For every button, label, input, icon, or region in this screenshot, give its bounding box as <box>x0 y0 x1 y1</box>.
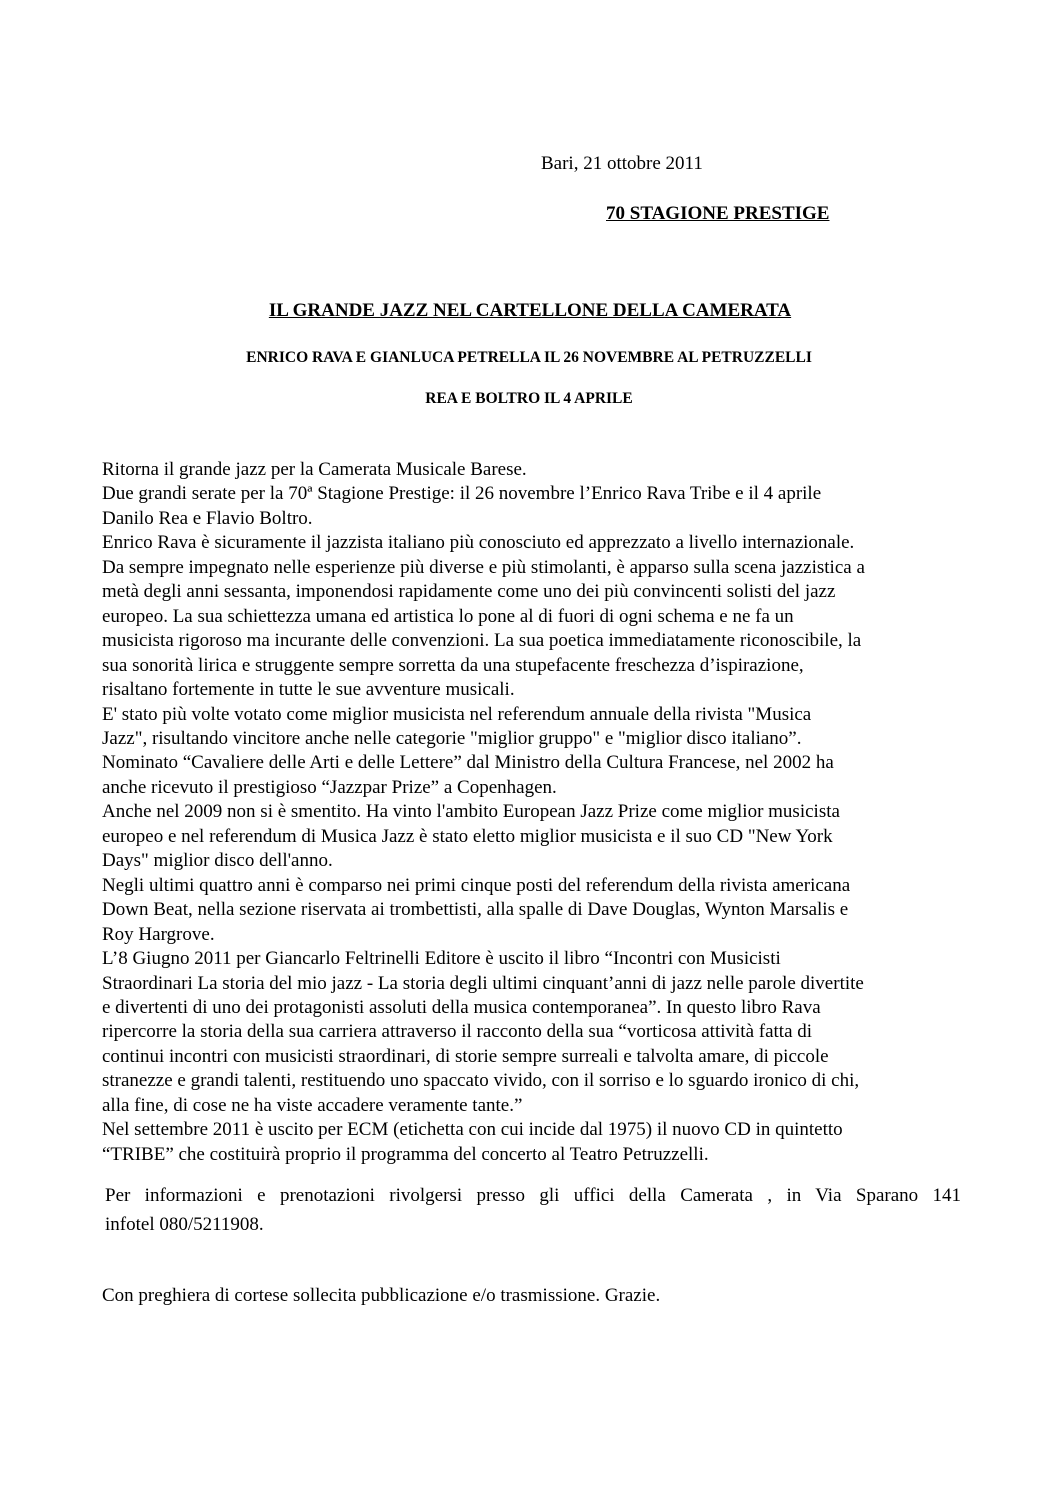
closing-note: Con preghiera di cortese sollecita pubblicazione e/o trasmissione. Grazie. <box>102 1285 661 1306</box>
body-line: Danilo Rea e Flavio Boltro. <box>102 507 313 529</box>
body-line: Negli ultimi quattro anni è comparso nei primi cinque posti del referendum della rivista americana <box>102 874 851 896</box>
body-line: “TRIBE” che costituirà proprio il programma del concerto al Teatro Petruzzelli. <box>102 1143 709 1165</box>
main-headline: IL GRANDE JAZZ NEL CARTELLONE DELLA CAMERATA <box>268 300 792 321</box>
body-line: Da sempre impegnato nelle esperienze più diverse e più stimolanti, è apparso sulla scena jazzistica a <box>102 556 865 578</box>
body-line: Roy Hargrove. <box>102 923 215 945</box>
body-line: continui incontri con musicisti straordinari, di storie sempre surreali e talvolta amare, di piccole <box>102 1045 829 1067</box>
body-line: metà degli anni sessanta, imponendosi rapidamente come uno dei più convincenti solisti del jazz <box>102 581 836 603</box>
body-line: Nominato “Cavaliere delle Arti e delle Lettere” dal Ministro della Cultura Francese, nel 2002 ha <box>102 752 834 774</box>
body-line: stranezze e grandi talenti, restituendo uno spaccato vivido, con il sorriso e lo sguardo ironico di chi, <box>102 1070 860 1092</box>
body-line: sua sonorità lirica e struggente sempre sorretta da una stupefacente freschezza d’ispirazione, <box>102 654 804 676</box>
body-line: anche ricevuto il prestigioso “Jazzpar Prize” a Copenhagen. <box>102 776 557 798</box>
subheadline-rava-petrella: ENRICO RAVA E GIANLUCA PETRELLA IL 26 NOVEMBRE AL PETRUZZELLI <box>246 349 812 366</box>
body-line: alla fine, di cose ne ha viste accadere veramente tante.” <box>102 1094 523 1116</box>
body-line: Down Beat, nella sezione riservata ai trombettisti, alla spalle di Dave Douglas, Wynton Marsalis e <box>102 899 849 921</box>
booking-info <box>105 1181 961 1239</box>
body-line: musicista rigoroso ma incurante delle convenzioni. La sua poetica immediatamente riconoscibile, la <box>102 630 862 652</box>
body-line: e divertenti di uno dei protagonisti assoluti della musica contemporanea”. In questo libro Rava <box>102 996 821 1018</box>
body-line: Straordinari La storia del mio jazz - La storia degli ultimi cinquant’anni di jazz nelle parole divertite <box>102 972 864 994</box>
article-body <box>102 458 960 1167</box>
body-line: Due grandi serate per la 70ª Stagione Prestige: il 26 novembre l’Enrico Rava Tribe e il 4 aprile <box>102 483 822 505</box>
body-line: ripercorre la storia della sua carriera attraverso il racconto della sua “vorticosa attività fatta di <box>102 1021 813 1043</box>
season-heading: 70 STAGIONE PRESTIGE <box>606 203 830 224</box>
document-date: Bari, 21 ottobre 2011 <box>541 153 703 174</box>
body-line: europeo. La sua schiettezza umana ed artistica lo pone al di fuori di ogni schema e ne fa un <box>102 605 794 627</box>
body-line: Ritorna il grande jazz per la Camerata Musicale Barese. <box>102 459 527 480</box>
body-line: Nel settembre 2011 è uscito per ECM (etichetta con cui incide dal 1975) il nuovo CD in quintetto <box>102 1119 843 1141</box>
body-line: Enrico Rava è sicuramente il jazzista italiano più conosciuto ed apprezzato a livello internazionale. <box>102 532 855 554</box>
body-line: L’8 Giugno 2011 per Giancarlo Feltrinelli Editore è uscito il libro “Incontri con Musicisti <box>102 948 781 970</box>
body-line: risaltano fortemente in tutte le sue avventure musicali. <box>102 679 515 701</box>
body-line: E' stato più volte votato come miglior musicista nel referendum annuale della rivista "Musica <box>102 703 812 725</box>
body-line: Jazz", risultando vincitore anche nelle categorie "miglior gruppo" e "miglior disco italiano”. <box>102 727 802 749</box>
booking-info-line: Per informazioni e prenotazioni rivolgersi presso gli uffici della Camerata , in Via Sparano 141 <box>105 1185 961 1206</box>
body-line: Days" miglior disco dell'anno. <box>102 850 333 872</box>
subheadline-rea-boltro: REA E BOLTRO IL 4 APRILE <box>425 390 633 407</box>
booking-phone-line: infotel 080/5211908. <box>105 1214 264 1235</box>
body-line: europeo e nel referendum di Musica Jazz è stato eletto miglior musicista e il suo CD "New York <box>102 825 833 847</box>
body-line: Anche nel 2009 non si è smentito. Ha vinto l'ambito European Jazz Prize come miglior musicista <box>102 801 840 823</box>
